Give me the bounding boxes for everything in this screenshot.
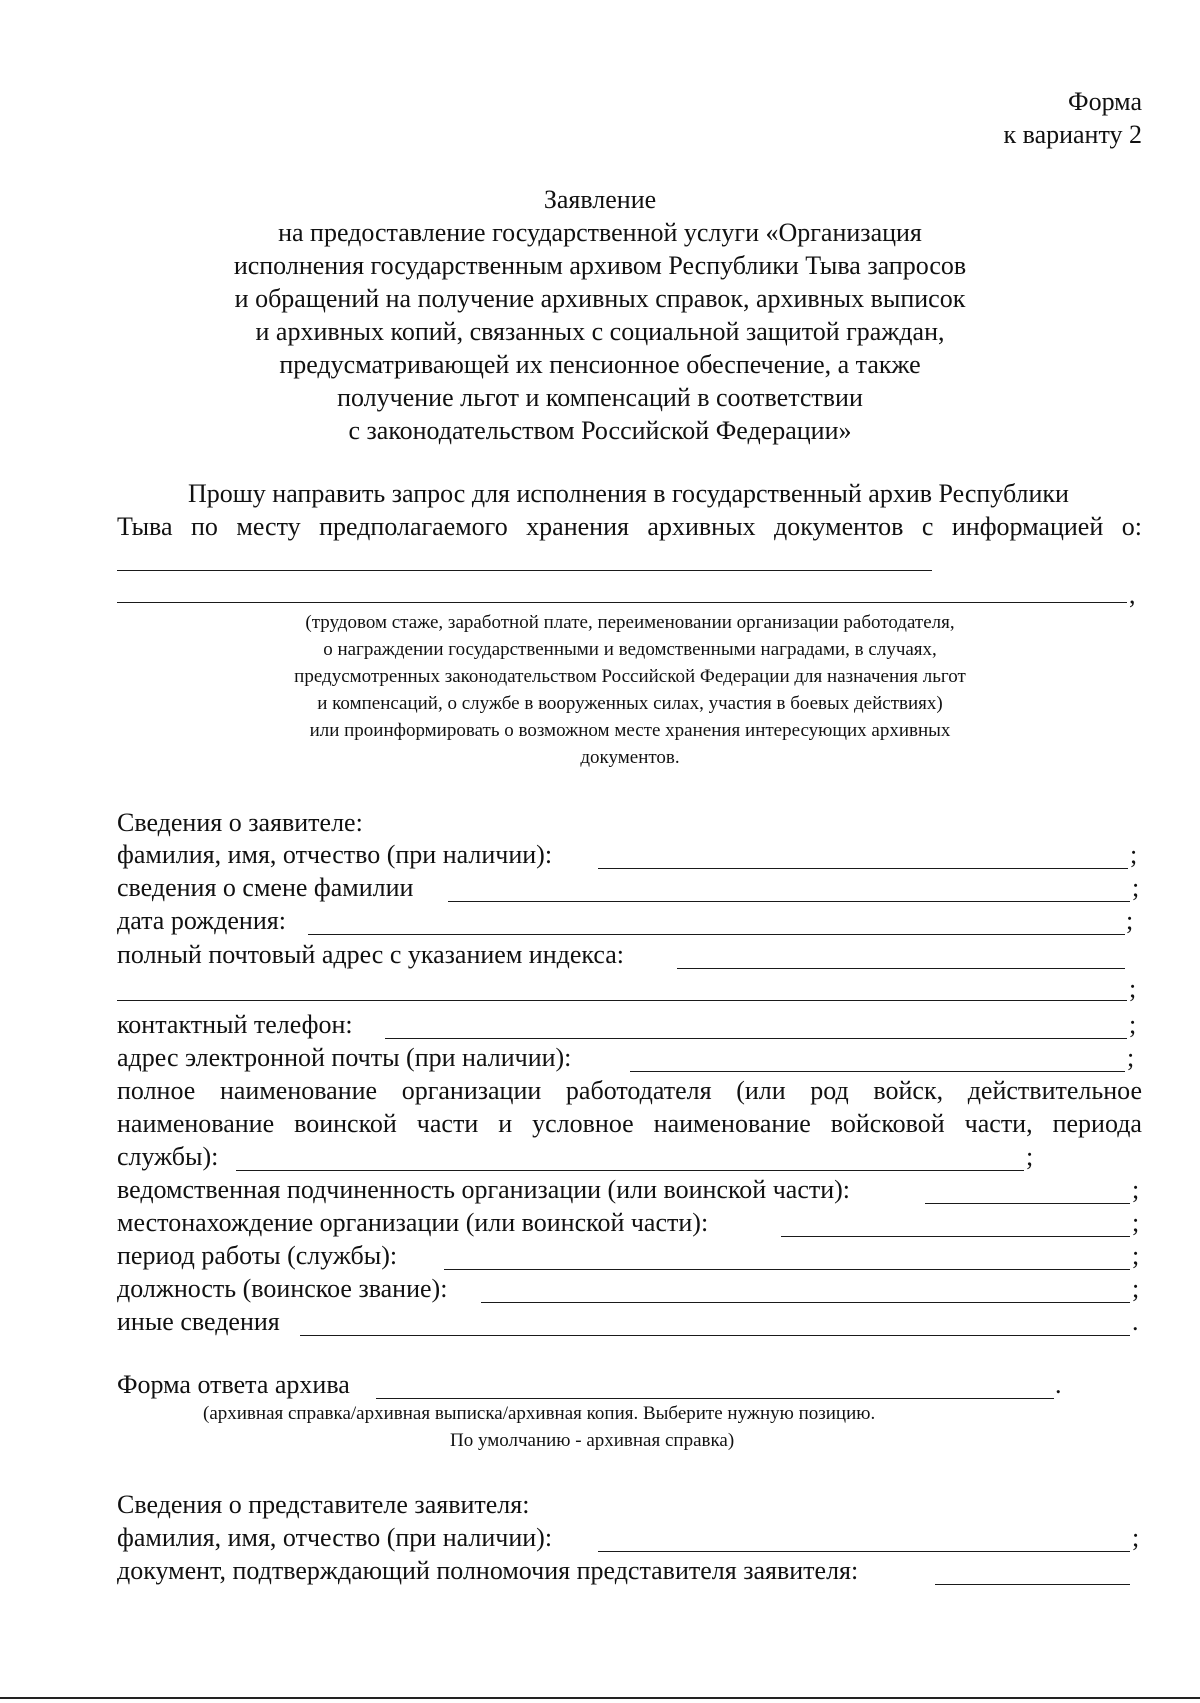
position-label: должность (воинское звание): (117, 1274, 448, 1303)
document-heading: Заявление (543, 185, 657, 214)
employer-field[interactable] (236, 1170, 1024, 1171)
period-mark: . (1132, 1307, 1139, 1336)
other-label: иные сведения (117, 1307, 280, 1336)
request-note-line: предусмотренных законодательством Российской Федерации для назначения льгот (294, 666, 966, 687)
semicolon: ; (1129, 1010, 1137, 1039)
full-name-field[interactable] (598, 868, 1128, 869)
representative-full-name-label: фамилия, имя, отчество (при наличии): (117, 1523, 553, 1552)
subordination-field[interactable] (925, 1203, 1130, 1204)
semicolon: ; (1132, 1523, 1140, 1552)
request-info-field-2[interactable] (117, 602, 1127, 603)
employer-line-3-label: службы): (117, 1142, 219, 1171)
request-note-line: (трудовом стаже, заработной плате, переименовании организации работодателя, (305, 612, 955, 633)
title-line: получение льгот и компенсаций в соответствии (337, 383, 863, 412)
phone-label: контактный телефон: (117, 1010, 353, 1039)
location-field[interactable] (781, 1236, 1130, 1237)
request-line-1: Прошу направить запрос для исполнения в государственный архив Республики (188, 479, 1069, 508)
full-name-label: фамилия, имя, отчество (при наличии): (117, 840, 553, 869)
request-line-2: Тыва по месту предполагаемого хранения архивных документов с информацией о: (117, 512, 1142, 541)
title-line: исполнения государственным архивом Республики Тыва запросов (233, 251, 967, 280)
period-field[interactable] (444, 1269, 1130, 1270)
email-field[interactable] (630, 1071, 1125, 1072)
position-field[interactable] (481, 1302, 1130, 1303)
title-line: и обращений на получение архивных справок, архивных выписок (234, 284, 966, 313)
answer-form-label: Форма ответа архива (117, 1370, 350, 1399)
page-edge-divider (0, 1697, 1200, 1699)
surname-change-field[interactable] (448, 901, 1130, 902)
applicant-section-title: Сведения о заявителе: (117, 808, 363, 837)
answer-form-note-line: По умолчанию - архивная справка) (450, 1430, 735, 1451)
semicolon: ; (1132, 873, 1140, 902)
birth-date-field[interactable] (308, 934, 1125, 935)
representative-document-label: документ, подтверждающий полномочия представителя заявителя: (117, 1556, 859, 1585)
representative-full-name-field[interactable] (598, 1551, 1130, 1552)
phone-field[interactable] (385, 1038, 1127, 1039)
semicolon: ; (1132, 1274, 1140, 1303)
email-label: адрес электронной почты (при наличии): (117, 1043, 572, 1072)
semicolon: ; (1132, 1175, 1140, 1204)
semicolon: ; (1026, 1142, 1034, 1171)
request-note-line: и компенсаций, о службе в вооруженных силах, участия в боевых действиях) (317, 693, 943, 714)
period-mark: . (1055, 1370, 1062, 1399)
other-field[interactable] (300, 1335, 1130, 1336)
address-field-2[interactable] (117, 1000, 1127, 1001)
semicolon: ; (1132, 1208, 1140, 1237)
semicolon: ; (1127, 1043, 1135, 1072)
location-label: местонахождение организации (или воинской части): (117, 1208, 709, 1237)
request-note-line: документов. (580, 747, 680, 768)
representative-section-title: Сведения о представителе заявителя: (117, 1490, 530, 1519)
comma: , (1129, 580, 1136, 609)
semicolon: ; (1132, 1241, 1140, 1270)
period-label: период работы (службы): (117, 1241, 398, 1270)
request-info-field-1[interactable] (117, 570, 932, 571)
request-note-line: о награждении государственными и ведомственными наградами, в случаях, (323, 639, 937, 660)
surname-change-label: сведения о смене фамилии (117, 873, 414, 902)
answer-form-field[interactable] (376, 1398, 1054, 1399)
title-line: на предоставление государственной услуги «Организация (278, 218, 922, 247)
subordination-label: ведомственная подчиненность организации (или воинской части): (117, 1175, 851, 1204)
employer-line-1: полное наименование организации работодателя (или род войск, действительное (117, 1076, 1142, 1105)
birth-date-label: дата рождения: (117, 906, 286, 935)
employer-line-2: наименование воинской части и условное наименование войсковой части, периода (117, 1109, 1142, 1138)
semicolon: ; (1126, 906, 1134, 935)
address-field-1[interactable] (677, 968, 1125, 969)
address-label: полный почтовый адрес с указанием индекса: (117, 940, 624, 969)
answer-form-note-line: (архивная справка/архивная выписка/архивная копия. Выберите нужную позицию. (203, 1403, 876, 1424)
title-line: и архивных копий, связанных с социальной защитой граждан, (255, 317, 945, 346)
representative-document-field[interactable] (935, 1584, 1130, 1585)
variant-label: к варианту 2 (1003, 120, 1142, 149)
form-label: Форма (1068, 87, 1142, 116)
semicolon: ; (1129, 974, 1137, 1003)
request-note-line: или проинформировать о возможном месте хранения интересующих архивных (309, 720, 951, 741)
title-line: предусматривающей их пенсионное обеспечение, а также (279, 350, 921, 379)
semicolon: ; (1130, 840, 1138, 869)
title-line: с законодательством Российской Федерации» (348, 416, 852, 445)
